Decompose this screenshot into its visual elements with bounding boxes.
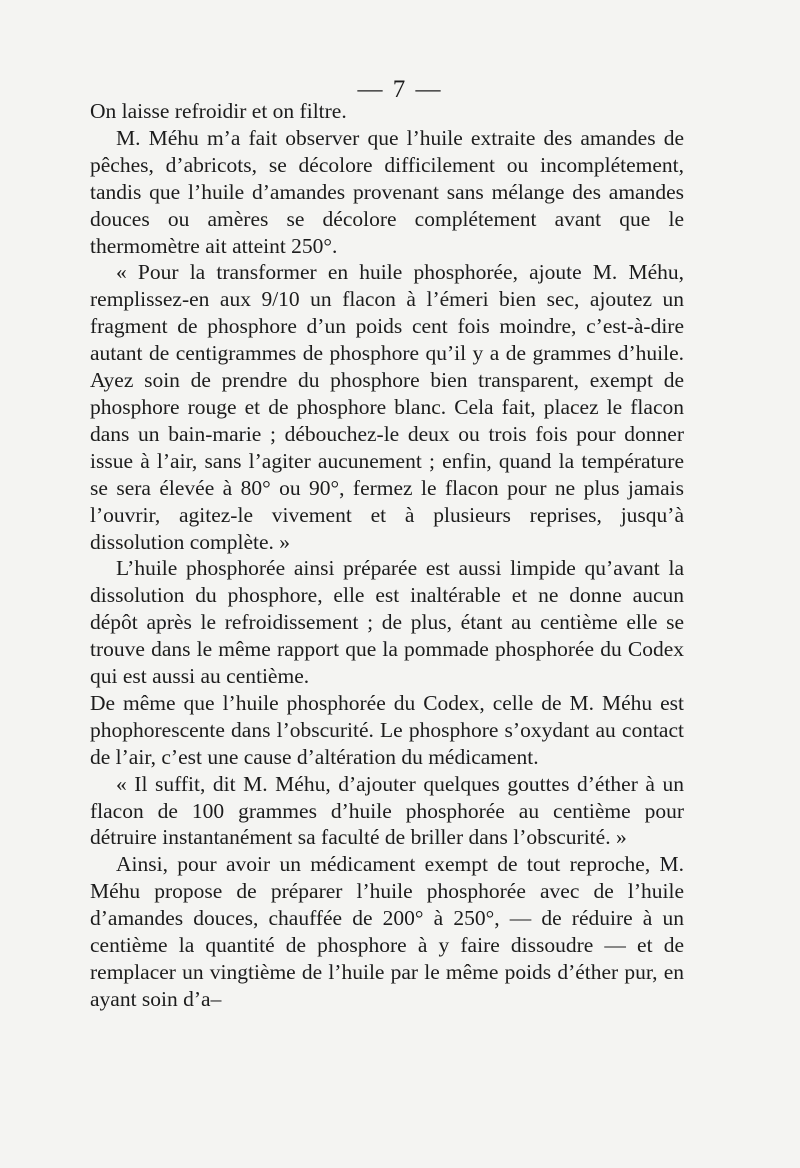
paragraph-4: L’huile phosphorée ainsi préparée est aussi limpide qu’avant la dissolution du phosphore, elle est inaltérable et ne donne aucun dépôt après le refroidissement ; de plus, étant au centième elle se trouve dans le même rapport que la pommade phosphorée du Codex qui est aussi au centième. <box>90 556 684 689</box>
page-number: — 7 — <box>357 76 443 103</box>
paragraph-6: « Il suffit, dit M. Méhu, d’ajouter quelques gouttes d’éther à un flacon de 100 grammes d’huile phosphorée au centième pour détruire instantanément sa faculté de briller dans l’obscurité. » <box>90 771 684 850</box>
body-text <box>90 98 684 1013</box>
paragraph-2: M. Méhu m’a fait observer que l’huile extraite des amandes de pêches, d’abricots, se décolore difficilement ou incomplétement, tandis que l’huile d’amandes provenant sans mélange des amandes douces ou amères se décolore complétement avant que le thermomètre ait atteint 250°. <box>90 125 684 258</box>
paragraph-1: On laisse refroidir et on filtre. <box>90 99 347 123</box>
paragraph-5: De même que l’huile phosphorée du Codex, celle de M. Méhu est phophorescente dans l’obscurité. Le phosphore s’oxydant au contact de l’air, c’est une cause d’altération du médicament. <box>90 690 684 769</box>
paragraph-3: « Pour la transformer en huile phosphorée, ajoute M. Méhu, remplissez-en aux 9/10 un flacon à l’émeri bien sec, ajoutez un fragment de phosphore d’un poids cent fois moindre, c’est-à-dire autant de centigrammes de phosphore qu’il y a de grammes d’huile. Ayez soin de prendre du phosphore bien transparent, exempt de phosphore rouge et de phosphore blanc. Cela fait, placez le flacon dans un bain-marie ; débouchez-le deux ou trois fois pour donner issue à l’air, sans l’agiter aucunement ; enfin, quand la température se sera élevée à 80° ou 90°, fermez le flacon pour ne plus jamais l’ouvrir, agitez-le vivement et à plusieurs reprises, jusqu’à dissolution complète. » <box>90 260 684 554</box>
paragraph-7: Ainsi, pour avoir un médicament exempt de tout reproche, M. Méhu propose de préparer l’huile phosphorée avec de l’huile d’amandes douces, chauffée de 200° à 250°, — de réduire à un centième la quantité de phosphore à y faire dissoudre — et de remplacer un vingtième de l’huile par le même poids d’éther pur, en ayant soin d’a– <box>90 852 684 1011</box>
